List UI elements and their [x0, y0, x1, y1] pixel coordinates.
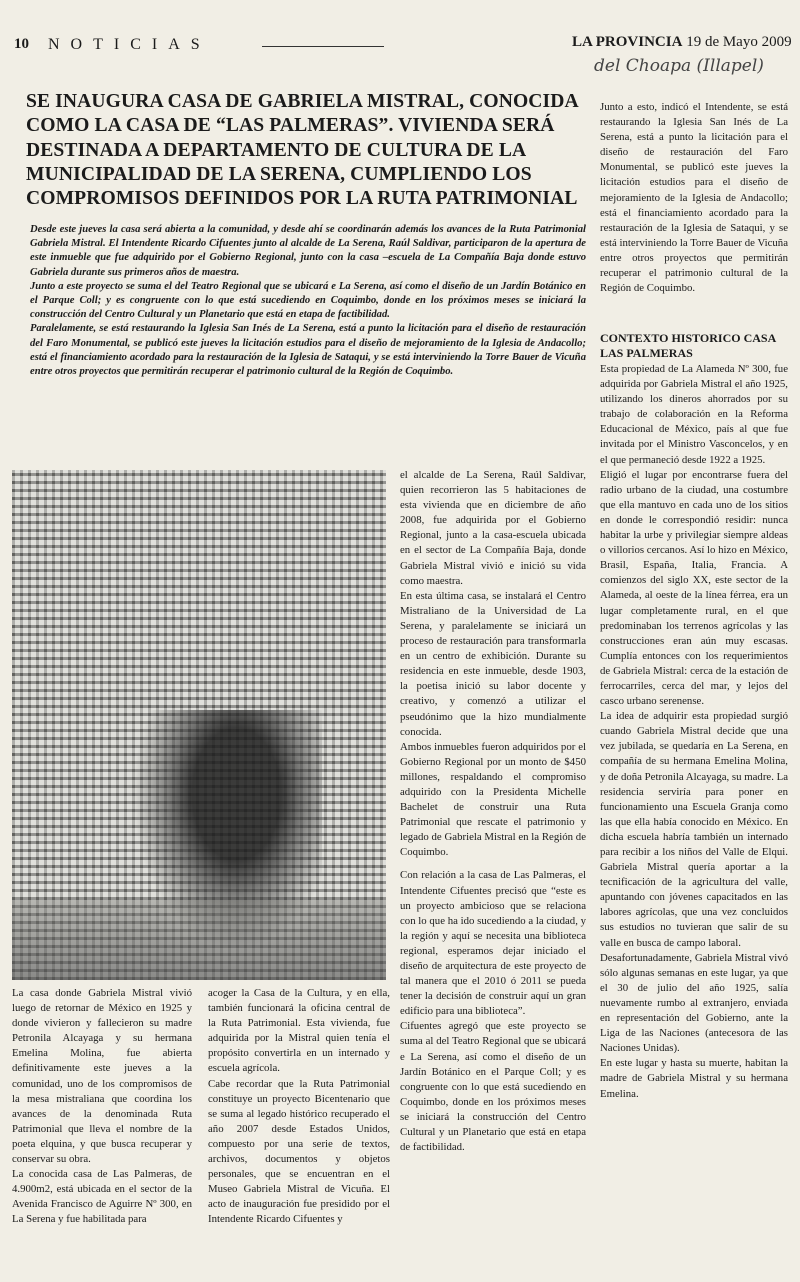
body-column-4-top	[600, 100, 788, 296]
body-paragraph: acoger la Casa de la Cultura, y en ella, también funcionará la oficina central de la Ruta Patrimonial. Esta vivienda, fue adquirida por la Mistral quien tenía el propósito convertirla en un internado y escuela agrícola.	[208, 987, 390, 1075]
body-column-4	[600, 362, 788, 1102]
lead-paragraphs	[30, 223, 586, 379]
body-paragraph: En este lugar y hasta su muerte, habitan la madre de Gabriela Mistral y su hermana Emelina.	[600, 1057, 788, 1100]
body-paragraph: Junto a esto, indicó el Intendente, se está restaurando la Iglesia San Inés de La Serena, está a punto la licitación para el diseño de restauración del Faro Monumental, se publicó este jueves la licitación estudios para el diseño de mejoramiento de la Iglesia de Andacollo; está el financiamiento acordado para la restauración de la Iglesia de Sataqui, y se está interviniendo la Torre Bauer de Vicuña entre otros proyectos que permitirán recuperar el patrimonio cultural de la Región de Coquimbo.	[600, 101, 788, 295]
lead-paragraph: Paralelamente, se está restaurando la Iglesia San Inés de La Serena, está a punto la licitación para el diseño de restauración del Faro Monumental, se publicó este jueves la licitación estudios para el diseño de mejoramiento de la Iglesia de Andacollo; está el financiamiento acordado para la restauración de la Iglesia de Sataqui, y se está interviniendo la Torre Bauer de Vicuña entre otros proyectos que permitirán recuperar el patrimonio cultural de la Región de Coquimbo.	[30, 323, 586, 378]
body-column-1	[12, 986, 192, 1228]
body-paragraph: Ambos inmuebles fueron adquiridos por el Gobierno Regional por un monto de $450 millones, respaldando el compromiso adquirido con la Presidenta Michelle Bachelet de construir una Ruta Patrimonial que rescate el patrimonio y legado de Gabriela Mistral en la Región de Coquimbo.	[400, 740, 586, 859]
issue-date: 19 de Mayo 2009	[686, 34, 792, 50]
section-subhead: CONTEXTO HISTORICO CASA LAS PALMERAS	[600, 331, 776, 360]
handwritten-note: del Choapa (Illapel)	[594, 56, 764, 76]
headline: SE INAUGURA CASA DE GABRIELA MISTRAL, CONOCIDA COMO LA CASA DE “LAS PALMERAS”. VIVIENDA SERÁ DESTINADA A DEPARTAMENTO DE CULTURA DE LA MUNICIPALIDAD DE LA SERENA, CUMPLIENDO LOS COMPROMISOS DEFINIDOS POR LA RUTA PATRIMONIAL	[26, 91, 578, 209]
body-paragraph: En esta última casa, se instalará el Centro Mistraliano de la Universidad de La Serena, y paralelamente se iniciará un proceso de restauración para transformarla en un centro de exhibición. Durante su residencia en este inmueble, desde 1903, la poetisa inició su labor docente y creativo, y comenzó a utilizar el pseudónimo que la hizo mundialmente conocida.	[400, 589, 586, 738]
photo-floor-area	[12, 900, 386, 980]
body-paragraph: Con relación a la casa de Las Palmeras, el Intendente Cifuentes precisó que “este es un proyecto ambicioso que se relaciona con lo que ha ido sucediendo a la ciudad, y la región y aquí se necesita una biblioteca regional, esperamos dejar iniciado el diseño de arquitectura de este proyecto de tal manera que el 2010 ó 2011 se pueda tener la decisión de construir aquí un gran edificio para una biblioteca”.	[400, 869, 586, 1018]
lead-paragraph: Desde este jueves la casa será abierta a la comunidad, y desde ahí se coordinarán además los avances de la Ruta Patrimonial Gabriela Mistral. El Intendente Ricardo Cifuentes junto al alcalde de La Serena, Raúl Saldivar, participaron de la apertura de este inmueble que fue adquirido por el Gobierno Regional, junto con la casa –escuela de La Compañía Baja donde estuvo Gabriela durante sus primeros años de maestra.	[30, 224, 586, 278]
body-paragraph: Cabe recordar que la Ruta Patrimonial constituye un proyecto Bicentenario que se suma al legado histórico recuperado el año 2007 desde Estados Unidos, compuesto por una serie de textos, archivos, documentos y objetos personales, que se encuentran en el Museo Gabriela Mistral de Vicuña. El acto de inauguración fue presidido por el Intendente Ricardo Cifuentes y	[208, 1077, 390, 1226]
body-paragraph: La conocida casa de Las Palmeras, de 4.900m2, está ubicada en el sector de la Avenida Francisco de Aguirre Nº 300, en La Serena y fue habilitada para	[12, 1168, 192, 1226]
section-title: NOTICIAS	[48, 36, 211, 53]
body-paragraph: Desafortunadamente, Gabriela Mistral vivó sólo algunas semanas en este lugar, ya que el 30 de julio del año 1925, salía nuevamente rumbo al extranjero, enviada en representación del Gobierno, ante la Liga de las Naciones (antecesora de las Naciones Unidas).	[600, 951, 788, 1055]
house-interior-photo	[12, 470, 386, 980]
body-paragraph: Cifuentes agregó que este proyecto se suma al del Teatro Regional que se ubicará e La Serena, así como el diseño de un Jardín Botánico en el Parque Coll; y es congruente con lo que está sucediendo en Coquimbo, donde en los próximos meses se iniciará la construcción del Centro Cultural y un Planetario que está en etapa de factibilidad.	[400, 1020, 586, 1154]
lead-paragraph: Junto a este proyecto se suma el del Teatro Regional que se ubicará e La Serena, así como el diseño de un Jardín Botánico en el Parque Coll; y es congruente con lo que está sucediendo en Coquimbo, donde en los próximos meses se iniciará la construcción del Centro Cultural y un Planetario que está en etapa de factibilidad.	[30, 280, 586, 321]
body-paragraph: Esta propiedad de La Alameda Nº 300, fue adquirida por Gabriela Mistral el año 1925, utilizando los dineros ahorrados por su trabajo de colaboración en la Reforma Educacional de México, país al que fue invitada por el Ministro Vasconcelos, y en el que permaneció desde 1922 a 1925.	[600, 363, 788, 466]
page-number: 10	[14, 36, 29, 52]
body-paragraph: La idea de adquirir esta propiedad surgió cuando Gabriela Mistral decide que una vez jubilada, se quedaría en La Serena, en compañía de su hermana Emelina Molina, y de doña Petronila Alcayaga, su madre. La residencia serviría para poner en funcionamiento una Escuela Granja como las que ella había conocido en México. En dicha escuela habría también un internado para recibir a los niños del Valle de Elqui. Gabriela Mistral quería aportar a la tecnificación de la agricultura del valle, apuntando con jóvenes capacitados en las labores agrícolas, que una vez concluidos sus estudios no tuvieran que salir de su valle en busca de campo laboral.	[600, 710, 788, 949]
body-column-3	[400, 468, 586, 1155]
body-column-2	[208, 986, 390, 1228]
body-paragraph: el alcalde de La Serena, Raúl Saldivar, quien recorrieron las 5 habitaciones de esta vivienda que en diciembre de año 2008, fue adquirida por el Gobierno Regional, junto a la casa-escuela ubicada en el sector de La Compañía Baja, donde Gabriela Mistral vivió e inició su vida como maestra.	[400, 469, 586, 587]
newspaper-name: LA PROVINCIA	[572, 34, 683, 50]
header-rule	[262, 46, 384, 47]
body-paragraph: Eligió el lugar por encontrarse fuera del radio urbano de la ciudad, una costumbre que ella mantuvo en cada uno de los sitios en donde le correspondió residir: nunca habitar la urbe y privilegiar siempre aldeas o villorios cercanos. Así lo hizo en México, Brasil, España, Italia, Francia. A comienzos del siglo XX, este sector de la Alameda, al oeste de la línea férrea, era un lugar completamente rural, en el que predominaban los terrenos agrícolas y las construcciones eran aún muy escasas. Cumplía entonces con los requerimientos de Gabriela Mistral: cerca de la estación de ferrocarriles, cerca del mar, y lejos del casco urbano serenense.	[600, 468, 789, 708]
masthead	[572, 34, 792, 51]
body-paragraph: La casa donde Gabriela Mistral vivió luego de retornar de México en 1925 y donde vivieron y fallecieron su madre Petronila Alcayaga y su hermana Emelina Molina, fue abierta definitivamente este jueves a la comunidad, uno de los compromisos de la mesa mistraliana que coordina los avances de la denominada Ruta Patrimonial que lleva el nombre de la poeta elquina, y que busca recuperar y conservar su obra.	[12, 987, 192, 1166]
